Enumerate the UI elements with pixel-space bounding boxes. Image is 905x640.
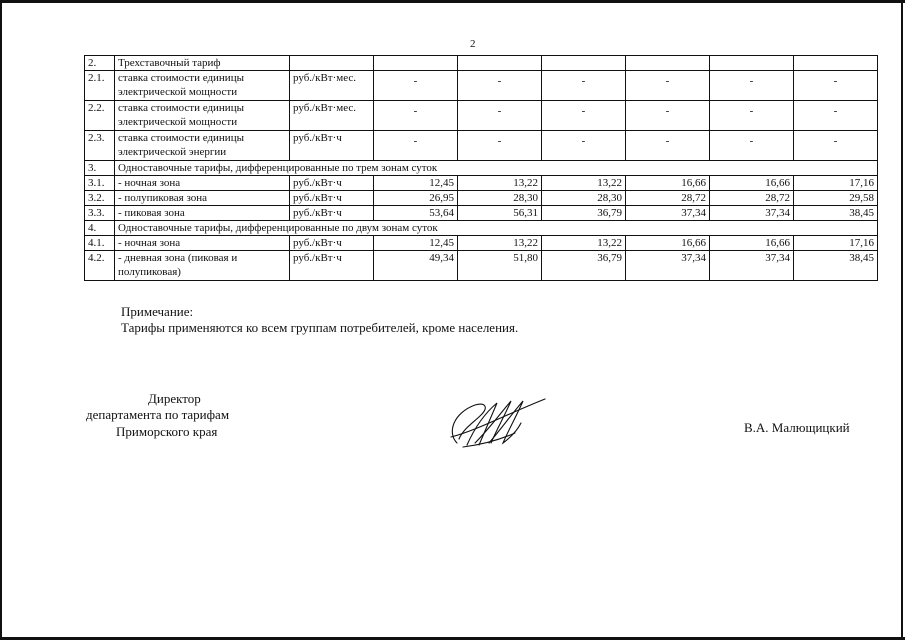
row-number-cell: 2.2.	[85, 101, 115, 131]
dash-value: -	[749, 135, 754, 147]
value-cell	[458, 56, 542, 71]
table-row	[85, 191, 878, 206]
table-row	[85, 236, 878, 251]
value-cell: 13,22	[542, 176, 626, 191]
value-cell: 37,34	[710, 251, 794, 281]
table-row	[85, 71, 878, 101]
value-cell	[710, 101, 794, 131]
row-name-cell: ставка стоимости единицы электрической мощности	[115, 101, 290, 131]
handwritten-signature	[445, 393, 550, 453]
value-cell	[374, 56, 458, 71]
unit-cell: руб./кВт·ч	[290, 131, 374, 161]
dash-value: -	[497, 135, 502, 147]
value-cell	[710, 56, 794, 71]
value-cell	[458, 131, 542, 161]
signatory-title-line1: Директор	[148, 391, 201, 406]
value-cell: 56,31	[458, 206, 542, 221]
table-row	[85, 161, 878, 176]
signatory-title-line2: департамента по тарифам	[86, 407, 230, 422]
row-name-cell: - ночная зона	[115, 176, 290, 191]
row-number-cell: 3.3.	[85, 206, 115, 221]
unit-cell: руб./кВт·мес.	[290, 71, 374, 101]
row-name-cell: - дневная зона (пиковая и полупиковая)	[115, 251, 290, 281]
value-cell: 28,30	[458, 191, 542, 206]
value-cell	[794, 71, 878, 101]
value-cell: 13,22	[542, 236, 626, 251]
value-cell	[794, 101, 878, 131]
dash-value: -	[749, 75, 754, 87]
unit-cell: руб./кВт·мес.	[290, 101, 374, 131]
value-cell	[710, 131, 794, 161]
row-number-cell: 4.1.	[85, 236, 115, 251]
unit-cell: руб./кВт·ч	[290, 236, 374, 251]
dash-value: -	[497, 75, 502, 87]
page-border-left	[0, 0, 2, 640]
value-cell: 36,79	[542, 206, 626, 221]
value-cell	[626, 101, 710, 131]
row-number-cell: 2.1.	[85, 71, 115, 101]
row-number-cell: 3.2.	[85, 191, 115, 206]
value-cell: 12,45	[374, 236, 458, 251]
value-cell: 13,22	[458, 176, 542, 191]
dash-value: -	[749, 105, 754, 117]
value-cell	[794, 131, 878, 161]
section-heading-cell: Одноставочные тарифы, дифференцированные по трем зонам суток	[115, 161, 878, 176]
value-cell: 37,34	[710, 206, 794, 221]
page-border-right	[901, 0, 903, 640]
section-heading-cell: Одноставочные тарифы, дифференцированные по двум зонам суток	[115, 221, 878, 236]
dash-value: -	[581, 135, 586, 147]
value-cell: 51,80	[458, 251, 542, 281]
dash-value: -	[413, 135, 418, 147]
unit-cell: руб./кВт·ч	[290, 176, 374, 191]
note-title: Примечание:	[121, 304, 194, 319]
table-row	[85, 221, 878, 236]
tariff-table	[84, 55, 878, 281]
unit-cell	[290, 56, 374, 71]
table-row	[85, 251, 878, 281]
dash-value: -	[497, 105, 502, 117]
value-cell: 38,45	[794, 251, 878, 281]
row-name-cell: - ночная зона	[115, 236, 290, 251]
signatory-name: В.А. Малющицкий	[744, 420, 850, 435]
dash-value: -	[833, 105, 838, 117]
table-row	[85, 206, 878, 221]
row-name-cell: - полупиковая зона	[115, 191, 290, 206]
row-name-cell: ставка стоимости единицы электрической энергии	[115, 131, 290, 161]
value-cell: 28,72	[710, 191, 794, 206]
unit-cell: руб./кВт·ч	[290, 191, 374, 206]
value-cell	[626, 71, 710, 101]
value-cell	[542, 56, 626, 71]
value-cell	[458, 71, 542, 101]
value-cell	[794, 56, 878, 71]
note-text: Тарифы применяются ко всем группам потребителей, кроме населения.	[121, 320, 519, 335]
dash-value: -	[413, 105, 418, 117]
value-cell	[626, 56, 710, 71]
page-number: 2	[470, 38, 476, 50]
value-cell: 16,66	[626, 236, 710, 251]
value-cell: 26,95	[374, 191, 458, 206]
row-number-cell: 2.3.	[85, 131, 115, 161]
dash-value: -	[833, 75, 838, 87]
value-cell	[710, 71, 794, 101]
value-cell	[374, 131, 458, 161]
dash-value: -	[665, 105, 670, 117]
value-cell: 17,16	[794, 176, 878, 191]
row-number-cell: 3.1.	[85, 176, 115, 191]
value-cell	[626, 131, 710, 161]
value-cell: 36,79	[542, 251, 626, 281]
table-row	[85, 101, 878, 131]
row-number-cell: 3.	[85, 161, 115, 176]
value-cell	[374, 101, 458, 131]
dash-value: -	[833, 135, 838, 147]
value-cell: 16,66	[710, 176, 794, 191]
unit-cell: руб./кВт·ч	[290, 206, 374, 221]
value-cell: 38,45	[794, 206, 878, 221]
dash-value: -	[413, 75, 418, 87]
value-cell	[374, 71, 458, 101]
value-cell: 17,16	[794, 236, 878, 251]
value-cell: 37,34	[626, 206, 710, 221]
signatory-title-line3: Приморского края	[116, 424, 218, 439]
value-cell: 16,66	[710, 236, 794, 251]
row-number-cell: 2.	[85, 56, 115, 71]
value-cell: 28,72	[626, 191, 710, 206]
row-name-cell: Трехставочный тариф	[115, 56, 290, 71]
value-cell: 16,66	[626, 176, 710, 191]
value-cell: 37,34	[626, 251, 710, 281]
value-cell: 49,34	[374, 251, 458, 281]
value-cell: 13,22	[458, 236, 542, 251]
unit-cell: руб./кВт·ч	[290, 251, 374, 281]
value-cell: 12,45	[374, 176, 458, 191]
dash-value: -	[665, 75, 670, 87]
page-border-top	[0, 0, 905, 3]
dash-value: -	[665, 135, 670, 147]
dash-value: -	[581, 105, 586, 117]
row-number-cell: 4.2.	[85, 251, 115, 281]
table-row	[85, 131, 878, 161]
row-number-cell: 4.	[85, 221, 115, 236]
dash-value: -	[581, 75, 586, 87]
value-cell	[542, 71, 626, 101]
value-cell: 53,64	[374, 206, 458, 221]
row-name-cell: - пиковая зона	[115, 206, 290, 221]
table-row	[85, 176, 878, 191]
tariff-table-body	[85, 56, 878, 281]
value-cell	[458, 101, 542, 131]
value-cell	[542, 101, 626, 131]
value-cell: 28,30	[542, 191, 626, 206]
table-row	[85, 56, 878, 71]
value-cell: 29,58	[794, 191, 878, 206]
value-cell	[542, 131, 626, 161]
row-name-cell: ставка стоимости единицы электрической мощности	[115, 71, 290, 101]
